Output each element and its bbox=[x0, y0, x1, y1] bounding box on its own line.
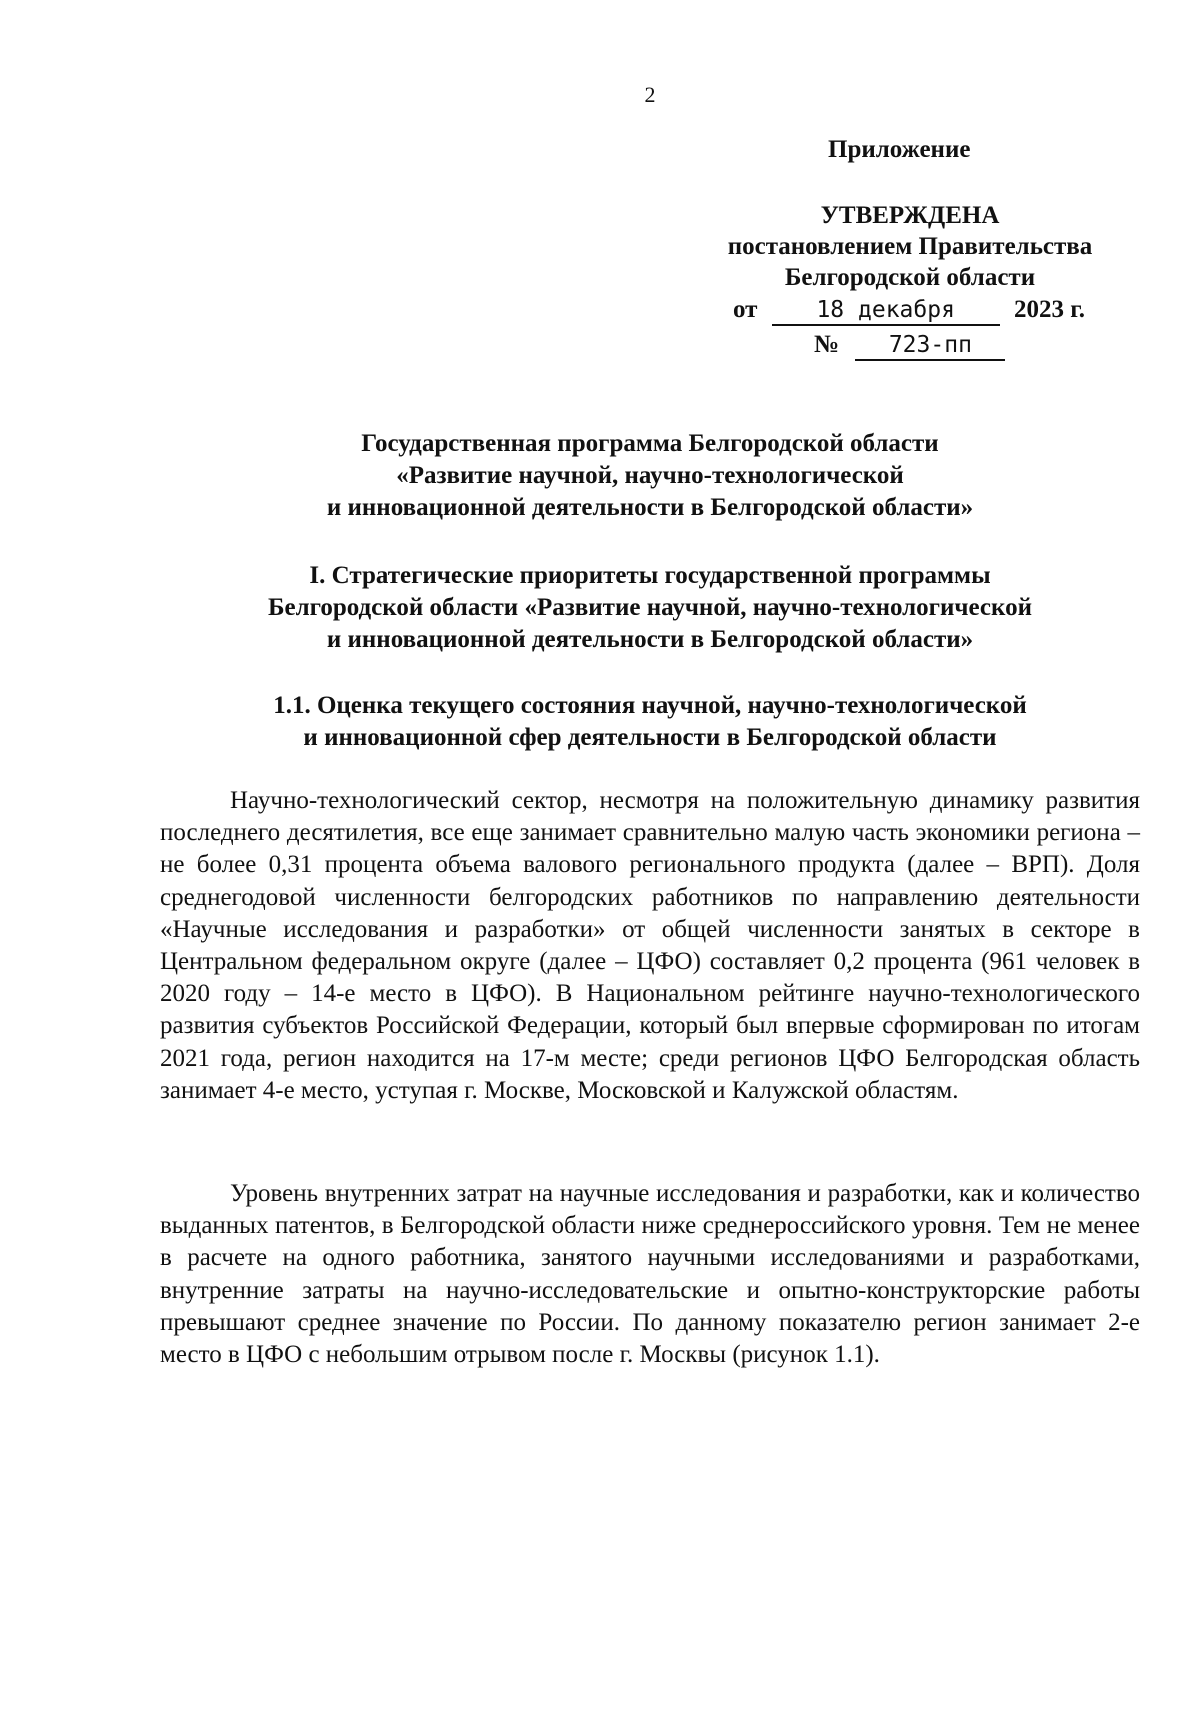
approval-date-row bbox=[733, 296, 1133, 326]
section-title bbox=[150, 560, 1150, 656]
date-year: 2023 г. bbox=[1013, 296, 1085, 323]
approval-status: УТВЕРЖДЕНА bbox=[820, 202, 1000, 229]
program-title-line-3: и инновационной деятельности в Белгородской области» bbox=[326, 494, 974, 521]
approval-block bbox=[690, 200, 1130, 293]
body-paragraph-2 bbox=[160, 1178, 1140, 1371]
subsection-title bbox=[150, 690, 1150, 754]
subsection-title-line-1: 1.1. Оценка текущего состояния научной, научно-технологической bbox=[273, 692, 1027, 719]
program-title-line-2: «Развитие научной, научно-технологической bbox=[396, 462, 904, 489]
program-title bbox=[150, 428, 1150, 524]
paragraph-text: Уровень внутренних затрат на научные исследования и разработки, как и количество выданных патентов, в Белгородской области ниже среднероссийского уровня. Тем не менее в расчете на одного работника, занятого научными исследованиями и разработками, внутренние затраты на научно-исследовательские и опытно-конструкторские работы превышают среднее значение по России. По данному показателю регион занимает 2-е место в ЦФО с небольшим отрывом после г. Москвы (рисунок 1.1). bbox=[160, 1180, 1140, 1369]
approval-number-row bbox=[814, 331, 1014, 361]
section-title-line-2: Белгородской области «Развитие научной, научно-технологической bbox=[267, 594, 1033, 621]
approval-line-2: Белгородской области bbox=[784, 264, 1036, 291]
subsection-title-line-2: и инновационной сфер деятельности в Белгородской области bbox=[303, 724, 997, 751]
date-prefix: от bbox=[733, 296, 758, 323]
page-number: 2 bbox=[644, 82, 656, 107]
program-title-line-1: Государственная программа Белгородской области bbox=[361, 430, 939, 457]
section-title-line-1: I. Стратегические приоритеты государственной программы bbox=[309, 562, 991, 589]
date-value: 18 декабря bbox=[772, 296, 1000, 326]
section-title-line-3: и инновационной деятельности в Белгородской области» bbox=[326, 626, 974, 653]
number-prefix: № bbox=[814, 331, 840, 358]
body-paragraph-1 bbox=[160, 785, 1140, 1107]
approval-line-1: постановлением Правительства bbox=[727, 233, 1093, 260]
number-value: 723-пп bbox=[855, 331, 1005, 361]
paragraph-text: Научно-технологический сектор, несмотря на положительную динамику развития последнего десятилетия, все еще занимает сравнительно малую часть экономики региона – не более 0,31 процента объема валового регионального продукта (далее – ВРП). Доля среднегодовой численности белгородских работников по направлению деятельности «Научные исследования и разработки» от общей численности занятых в секторе в Центральном федеральном округе (далее – ЦФО) составляет 0,2 процента (961 человек в 2020 году – 14-е место в ЦФО). В Национальном рейтинге научно-технологического развития субъектов Российской Федерации, который был впервые сформирован по итогам 2021 года, регион находится на 17-м месте; среди регионов ЦФО Белгородская область занимает 4-е место, уступая г. Москве, Московской и Калужской областям. bbox=[160, 787, 1140, 1104]
attachment-title: Приложение bbox=[828, 136, 971, 163]
